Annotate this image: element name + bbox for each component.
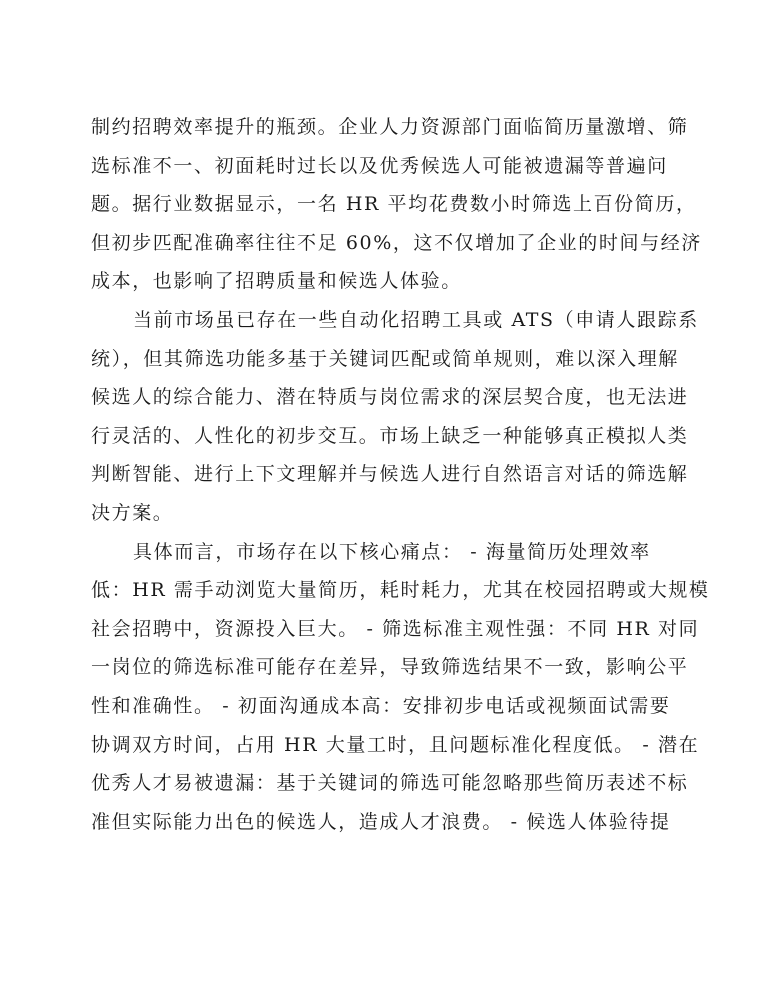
- text-line: 统），但其筛选功能多基于关键词匹配或简单规则，难以深入理解: [91, 347, 679, 370]
- text-line: 制约招聘效率提升的瓶颈。企业人力资源部门面临简历量激增、筛: [91, 116, 689, 138]
- text-line: 题。据行业数据显示，一名 HR 平均花费数小时筛选上百份简历，: [91, 193, 697, 216]
- text-line: 准但实际能力出色的候选人，造成人才浪费。 - 候选人体验待提: [91, 810, 671, 833]
- text-line: 社会招聘中，资源投入巨大。 - 筛选标准主观性强：不同 HR 对同: [91, 617, 700, 640]
- text-line: 决方案。: [91, 501, 174, 524]
- paragraph-start-line: 具体而言，市场存在以下核心痛点： - 海量简历处理效率: [133, 540, 651, 563]
- text-line: 性和准确性。 - 初面沟通成本高：安排初步电话或视频面试需要: [91, 694, 671, 717]
- text-line: 协调双方时间，占用 HR 大量工时，且问题标准化程度低。 - 潜在: [91, 733, 700, 756]
- text-line: 一岗位的筛选标准可能存在差异，导致筛选结果不一致，影响公平: [91, 656, 689, 679]
- text-line: 但初步匹配准确率往往不足 60%，这不仅增加了企业的时间与经济: [91, 231, 702, 254]
- text-line: 候选人的综合能力、潜在特质与岗位需求的深层契合度，也无法进: [91, 386, 689, 409]
- text-line: 行灵活的、人性化的初步交互。市场上缺乏一种能够真正模拟人类: [91, 424, 689, 447]
- text-line: 选标准不一、初面耗时过长以及优秀候选人可能被遗漏等普遍问: [91, 154, 668, 177]
- body-text: [91, 108, 710, 841]
- text-line: 优秀人才易被遗漏：基于关键词的筛选可能忽略那些简历表述不标: [91, 772, 689, 795]
- paragraph-start-line: 当前市场虽已存在一些自动化招聘工具或 ATS（申请人跟踪系: [133, 308, 699, 331]
- text-line: 判断智能、进行上下文理解并与候选人进行自然语言对话的筛选解: [91, 463, 689, 486]
- text-line: 成本，也影响了招聘质量和候选人体验。: [91, 270, 462, 293]
- text-line: 低：HR 需手动浏览大量简历，耗时耗力，尤其在校园招聘或大规模: [91, 579, 710, 602]
